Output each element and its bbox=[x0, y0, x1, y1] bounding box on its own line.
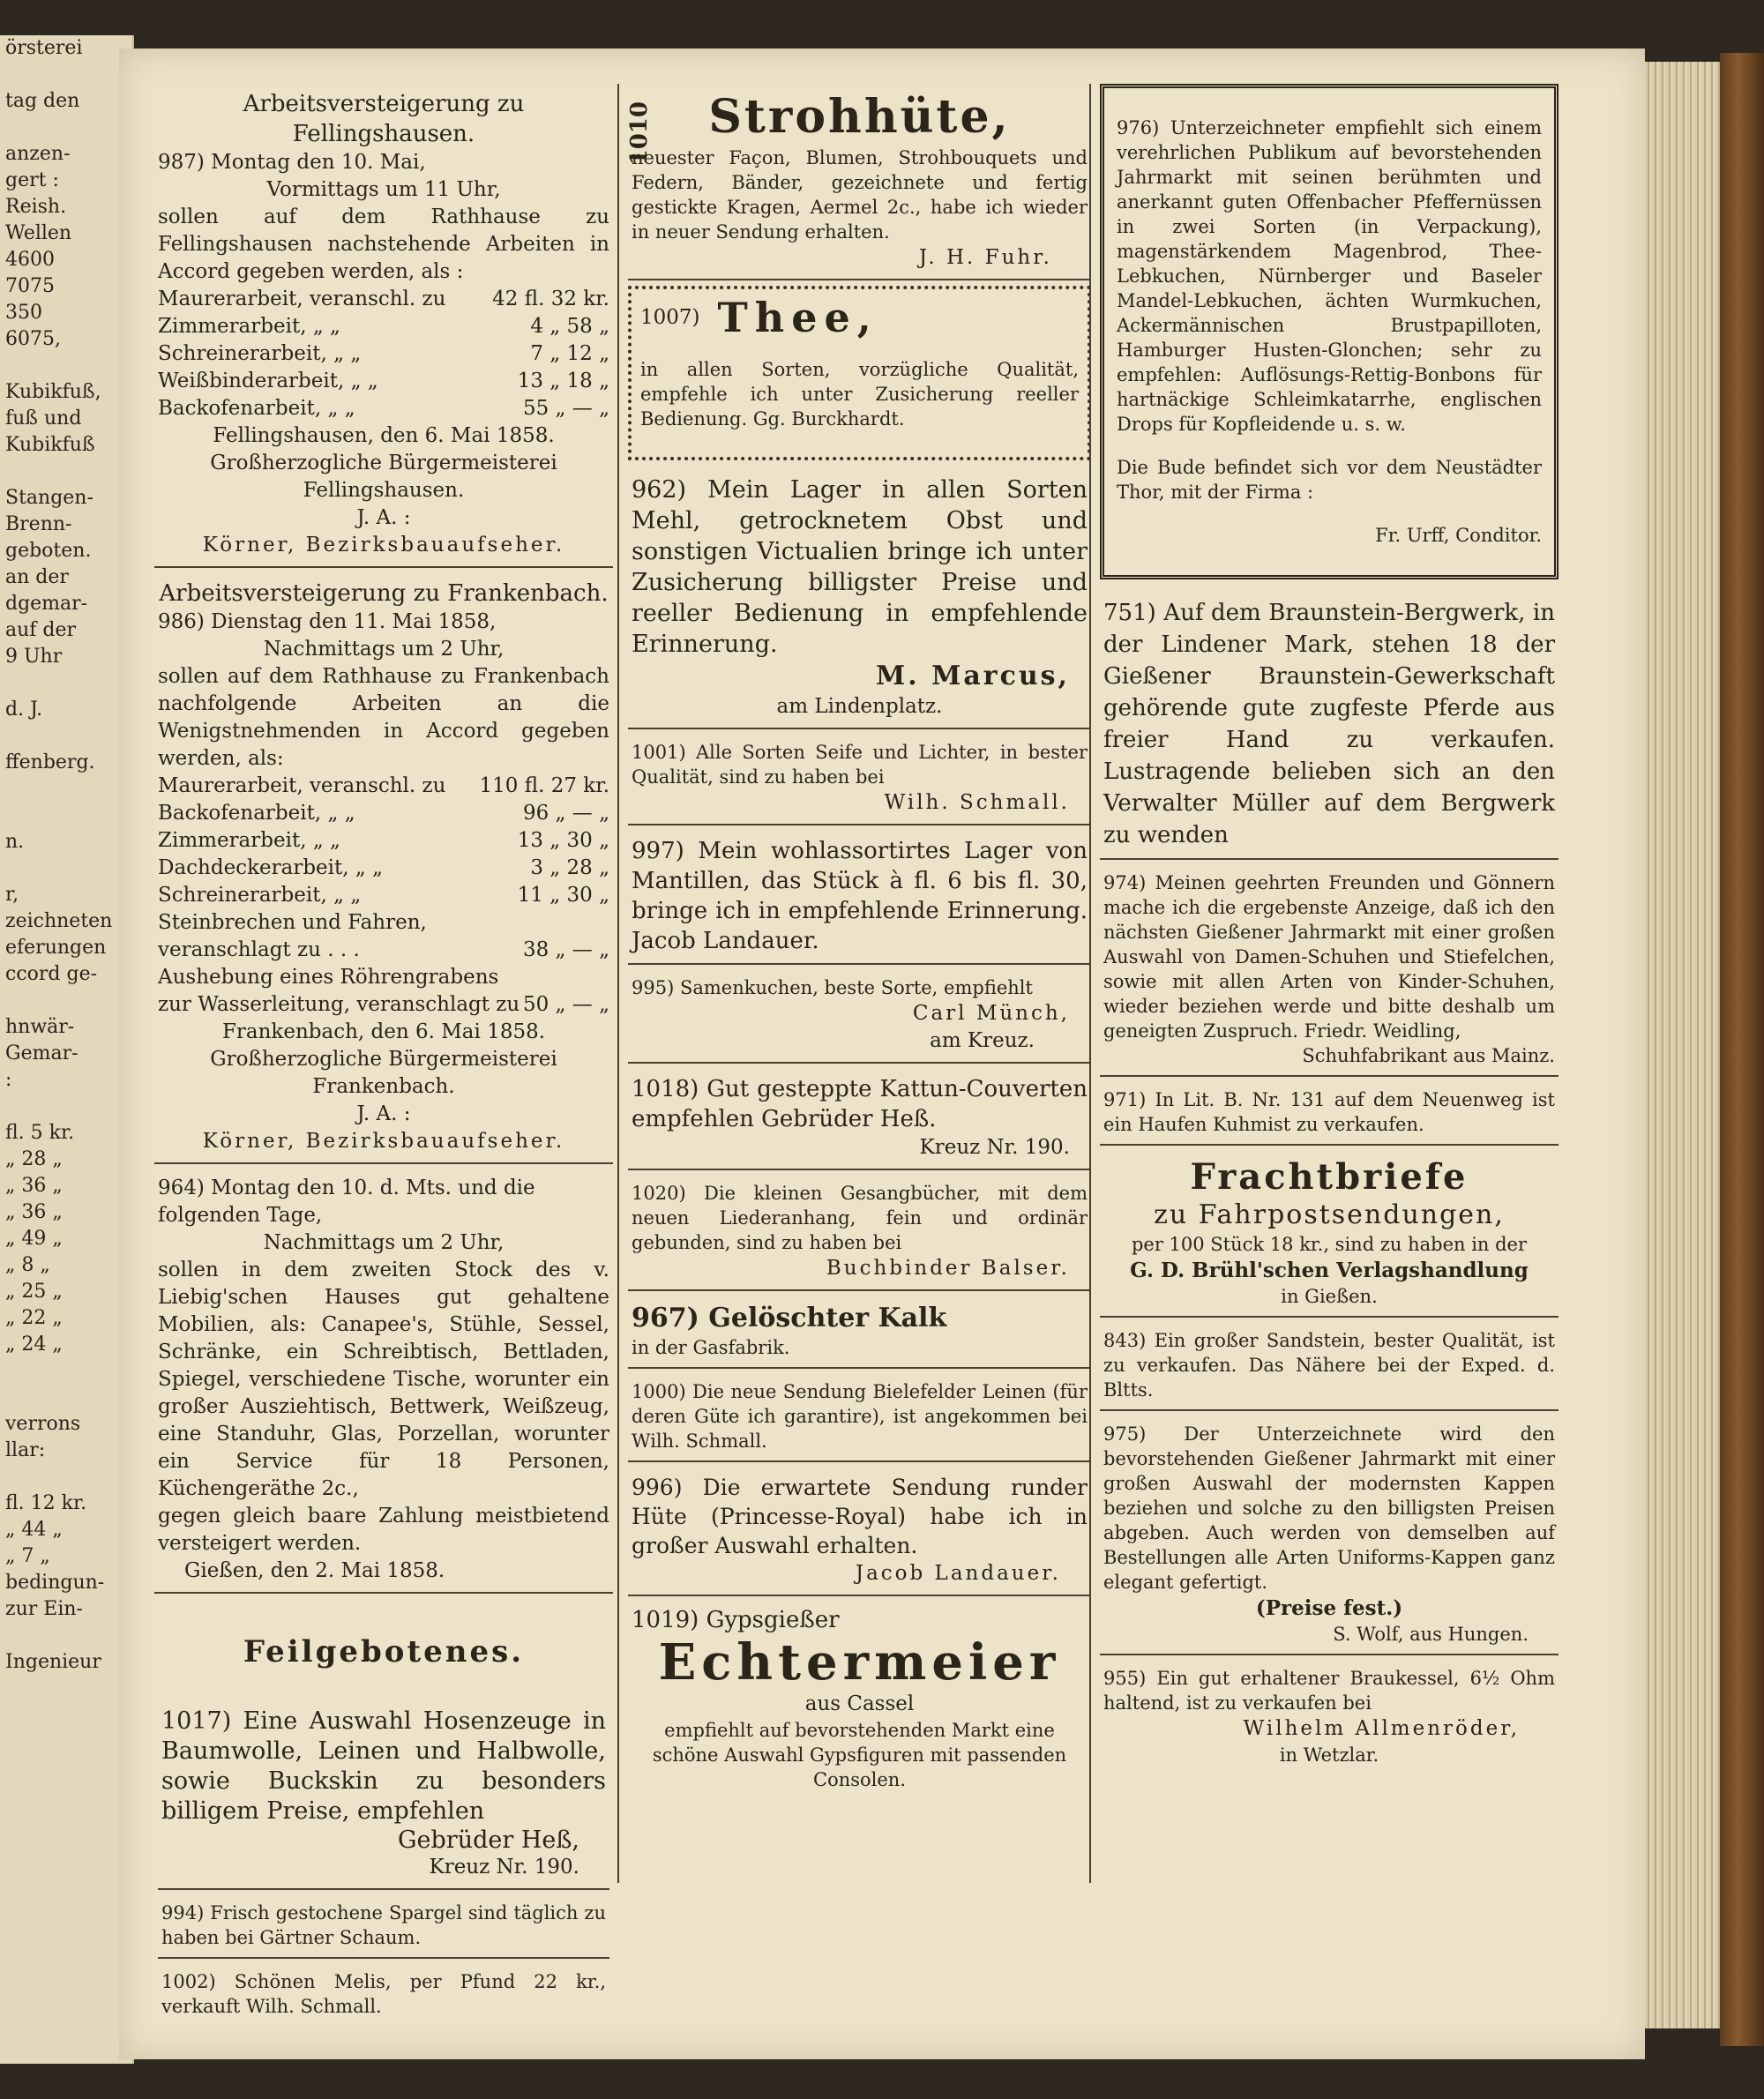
ad-body: gegen gleich baare Zahlung meistbietend versteigert werden. bbox=[158, 1505, 609, 1555]
price-row bbox=[158, 395, 609, 422]
ad-1020 bbox=[628, 1176, 1091, 1291]
price-row bbox=[158, 909, 609, 964]
price-item-value: 38 „ — „ bbox=[522, 938, 609, 961]
left-page-strip bbox=[0, 35, 134, 2064]
ad-976 bbox=[1100, 84, 1558, 579]
left-strip-line: n. bbox=[5, 831, 25, 853]
left-strip-line: 350 bbox=[5, 302, 42, 324]
price-row bbox=[158, 340, 609, 368]
price-row bbox=[158, 286, 609, 313]
ad-843 bbox=[1100, 1323, 1558, 1411]
ad-note: (Preise fest.) bbox=[1255, 1596, 1403, 1620]
ad-title: Echtermeier bbox=[658, 1633, 1061, 1692]
ad-997 bbox=[628, 831, 1091, 965]
price-item-name: Zimmerarbeit, „ „ bbox=[158, 315, 340, 338]
left-strip-line: Stangen- bbox=[5, 487, 93, 509]
left-strip-line bbox=[0, 776, 132, 803]
ad-body: 751) Auf dem Braunstein-Bergwerk, in der Lindener Mark, stehen 18 der Gießener Braunstein-Gewerkschaft gehörende gute zugfeste Pferde aus freier Hand zu verkaufen. Lustragende belieben sich an den Verwalter Müller auf dem Bergwerk zu wenden bbox=[1103, 600, 1555, 848]
left-strip-line bbox=[0, 459, 132, 485]
price-item-name: Weißbinderarbeit, „ „ bbox=[158, 370, 378, 392]
left-strip-line: bedingun- bbox=[5, 1572, 105, 1594]
price-item-name: Dachdeckerarbeit, „ „ bbox=[158, 856, 384, 879]
ad-title: Thee, bbox=[717, 294, 878, 341]
left-strip-line bbox=[0, 62, 132, 88]
page-stamp-number: 1010 bbox=[626, 101, 653, 166]
left-strip-line: fl. 12 kr. bbox=[5, 1492, 87, 1514]
ad-body: 975) Der Unterzeichnete wird den bevorstehenden Gießener Jahrmarkt mit einer großen Auswahl der modernsten Kappen beziehen und solche zu den billigsten Preisen abgeben. Auch werden von demselben auf Bestellungen alle Arten Uniforms-Kappen ganz elegant gefertigt. bbox=[1103, 1423, 1555, 1593]
price-item-value: 50 „ — „ bbox=[522, 993, 609, 1016]
ad-1018 bbox=[628, 1069, 1091, 1170]
ad-firm: G. D. Brühl'schen Verlagshandlung bbox=[1130, 1259, 1529, 1282]
ad-994 bbox=[158, 1895, 609, 1959]
price-row bbox=[158, 855, 609, 882]
ad-955 bbox=[1100, 1661, 1558, 1774]
ad-signer: Fr. Urff, Conditor. bbox=[1375, 525, 1542, 546]
left-strip-line bbox=[0, 1385, 132, 1411]
price-row bbox=[158, 773, 609, 800]
ad-signer: Körner, Bezirksbauaufseher. bbox=[202, 1130, 565, 1153]
column-2 bbox=[617, 84, 1091, 1883]
left-strip-line: 7075 bbox=[5, 275, 55, 297]
ad-authority: Großherzogliche Bürgermeisterei Fellingshausen. bbox=[210, 452, 557, 502]
ad-body: in der Gasfabrik. bbox=[632, 1337, 790, 1358]
ad-body: 995) Samenkuchen, beste Sorte, empfiehlt bbox=[632, 977, 1033, 998]
ad-body: 1017) Eine Auswahl Hosenzeuge in Baumwolle, Leinen und Halbwolle, sowie Buckskin zu besonders billigem Preise, empfehlen bbox=[161, 1707, 606, 1825]
ad-body: Die Bude befindet sich vor dem Neustädter Thor, mit der Firma : bbox=[1117, 457, 1542, 503]
left-strip-line: 9 Uhr bbox=[5, 646, 63, 668]
left-strip-line: fuß und bbox=[5, 407, 82, 430]
section-heading: Feilgebotenes. bbox=[243, 1634, 525, 1669]
ad-strohhuete bbox=[628, 84, 1091, 280]
ad-body: 1001) Alle Sorten Seife und Lichter, in bester Qualität, sind zu haben bei bbox=[632, 742, 1088, 788]
ad-964 bbox=[154, 1169, 613, 1594]
left-strip-line: zur Ein- bbox=[5, 1598, 83, 1620]
ad-body: 962) Mein Lager in allen Sorten Mehl, getrocknetem Obst und sonstigen Victualien bringe ich unter Zusicherung billigster Preise und reeller Bedienung in empfehlende Erinnerung. bbox=[632, 476, 1088, 658]
ad-number: 1007) bbox=[640, 305, 700, 329]
price-item-name: Zimmerarbeit, „ „ bbox=[158, 829, 340, 852]
left-strip-line: an der bbox=[5, 566, 69, 588]
ad-body: 994) Frisch gestochene Spargel sind täglich zu haben bei Gärtner Schaum. bbox=[161, 1902, 606, 1948]
ad-body: 974) Meinen geehrten Freunden und Gönnern mache ich die ergebenste Anzeige, daß ich den nächsten Gießener Jahrmarkt mit einer großen Auswahl von Damen-Schuhen und Stiefelchen, sowie mit allen Arten von Kinder-Schuhen, wieder beziehen werde und bitte deshalb um geneigten Zuspruch. Friedr. Weidling, bbox=[1103, 872, 1555, 1042]
newspaper-page bbox=[119, 49, 1645, 2059]
left-strip-line: „ 25 „ bbox=[5, 1281, 63, 1303]
ad-signer: S. Wolf, aus Hungen. bbox=[1333, 1624, 1529, 1645]
price-item-name: Steinbrechen und Fahren, veranschlagt zu . . . bbox=[158, 911, 427, 961]
ad-signer: Wilhelm Allmenröder, bbox=[1243, 1717, 1520, 1740]
left-strip-line: 6075, bbox=[5, 328, 61, 350]
left-strip-line: r, bbox=[5, 884, 19, 906]
ad-thee bbox=[628, 286, 1091, 460]
ad-signer: Schuhfabrikant aus Mainz. bbox=[1302, 1045, 1555, 1066]
ad-signer: Gebrüder Heß, bbox=[397, 1826, 579, 1854]
ad-ia: J. A. : bbox=[356, 1102, 411, 1125]
left-strip-line: „ 28 „ bbox=[5, 1148, 63, 1170]
column-3 bbox=[1089, 84, 1558, 1883]
price-row bbox=[158, 827, 609, 855]
ad-heading: Arbeitsversteigerung zu Fellingshausen. bbox=[243, 91, 525, 147]
ad-address: am Kreuz. bbox=[930, 1029, 1035, 1052]
ad-signer: Carl Münch, bbox=[912, 1002, 1070, 1025]
left-strip-line bbox=[0, 1094, 132, 1120]
ad-body: 976) Unterzeichneter empfiehlt sich einem verehrlichen Publikum auf bevorstehenden Jahrmarkt mit seinen berühmten und anerkannt guten Offenbacher Pfeffernüssen in zwei Sorten (in Verpackung), magenstärkendem Magenbrod, Thee-Lebkuchen, Nürnberger und Baseler Mandel-Lebkuchen, ächten Wurmkuchen, Ackermännischen Brustpapilloten, Hamburger Husten-Glonchen; sehr zu empfehlen: Auflösungs-Rettig-Bonbons für hartnäckige Schleimkatarrhe, englischen Drops für Kopfleidende u. s. w. bbox=[1117, 117, 1542, 435]
ad-signer: Körner, Bezirksbauaufseher. bbox=[202, 534, 565, 556]
left-strip-line: örsterei bbox=[5, 37, 83, 59]
ad-line: Nachmittags um 2 Uhr, bbox=[263, 638, 505, 661]
ad-title: 967) Gelöschter Kalk bbox=[632, 1303, 947, 1333]
left-strip-line bbox=[0, 115, 132, 141]
ad-line: 986) Dienstag den 11. Mai 1858, bbox=[158, 610, 497, 633]
ad-address: Kreuz Nr. 190. bbox=[429, 1856, 579, 1879]
left-strip-line: gert : bbox=[5, 169, 59, 191]
ad-subtitle: zu Fahrpostsendungen, bbox=[1154, 1199, 1505, 1230]
ad-line: aus Cassel bbox=[804, 1692, 915, 1715]
ad-heading: Arbeitsversteigerung zu Frankenbach. bbox=[159, 580, 609, 607]
left-strip-line: dgemar- bbox=[5, 593, 88, 615]
price-list bbox=[158, 286, 609, 422]
ad-title: Strohhüte, bbox=[708, 90, 1011, 144]
left-strip-line: Brenn- bbox=[5, 513, 72, 535]
price-item-name: Backofenarbeit, „ „ bbox=[158, 397, 355, 420]
ad-996 bbox=[628, 1468, 1091, 1596]
ad-signer: Wilh. Schmall. bbox=[884, 791, 1070, 814]
left-strip-line bbox=[0, 353, 132, 379]
ad-line: Nachmittags um 2 Uhr, bbox=[263, 1231, 505, 1254]
ad-body: 996) Die erwartete Sendung runder Hüte (Princesse-Royal) habe ich in großer Auswahl erhalten. bbox=[632, 1475, 1088, 1558]
ad-place: in Wetzlar. bbox=[1279, 1744, 1379, 1766]
ad-date: Frankenbach, den 6. Mai 1858. bbox=[221, 1020, 546, 1043]
ad-date: Fellingshausen, den 6. Mai 1858. bbox=[213, 424, 555, 447]
price-row bbox=[158, 368, 609, 395]
price-row bbox=[158, 964, 609, 1019]
left-strip-line bbox=[0, 1464, 132, 1490]
ad-title: Frachtbriefe bbox=[1190, 1156, 1469, 1198]
ad-body: per 100 Stück 18 kr., sind zu haben in der bbox=[1131, 1234, 1528, 1255]
left-strip-line: „ 36 „ bbox=[5, 1201, 63, 1223]
left-strip-line: „ 44 „ bbox=[5, 1519, 63, 1541]
price-item-name: Schreinerarbeit, „ „ bbox=[158, 342, 362, 365]
price-item-value: 7 „ 12 „ bbox=[530, 342, 609, 365]
price-item-name: Aushebung eines Röhrengrabens zur Wasserleitung, veranschlagt zu bbox=[158, 966, 520, 1016]
ad-body: sollen in dem zweiten Stock des v. Liebig'schen Hauses gut gehaltene Mobilien, als: Canapee's, Stühle, Sessel, Schränke, ein Schreibtisch, Bettladen, Spiegel, verschiedene Tische, worunter ein großer Ausziehtisch, Bettwerk, Weißzeug, eine Standuhr, Glas, Porzellan, worunter ein Service für 18 Personen, Küchengeräthe 2c., bbox=[158, 1259, 609, 1500]
left-strip-line: fl. 5 kr. bbox=[5, 1122, 75, 1144]
left-strip-line: Kubikfuß bbox=[5, 434, 95, 456]
left-strip-line: Reish. bbox=[5, 196, 67, 218]
left-strip-line bbox=[0, 1358, 132, 1385]
left-strip-line: „ 24 „ bbox=[5, 1333, 63, 1356]
price-item-value: 13 „ 18 „ bbox=[517, 370, 609, 392]
ad-signer: J. H. Fuhr. bbox=[918, 246, 1052, 269]
book-cover bbox=[1720, 53, 1764, 2046]
left-strip-line: ffenberg. bbox=[5, 751, 95, 773]
ad-address: Kreuz Nr. 190. bbox=[919, 1136, 1070, 1159]
ad-body: 1000) Die neue Sendung Bielefelder Leinen (für deren Güte ich garantire), ist angekommen bei Wilh. Schmall. bbox=[632, 1381, 1088, 1452]
price-item-value: 55 „ — „ bbox=[522, 397, 609, 420]
ad-971 bbox=[1100, 1082, 1558, 1146]
ad-967 bbox=[628, 1296, 1091, 1369]
left-strip-line bbox=[0, 988, 132, 1014]
ad-1017 bbox=[158, 1701, 609, 1890]
ad-line: 964) Montag den 10. d. Mts. und die folgenden Tage, bbox=[158, 1176, 535, 1227]
ad-1000 bbox=[628, 1374, 1091, 1462]
left-strip-line: „ 7 „ bbox=[5, 1545, 50, 1567]
price-item-value: 4 „ 58 „ bbox=[530, 315, 609, 338]
left-strip-line: „ 22 „ bbox=[5, 1307, 63, 1329]
left-strip-line: geboten. bbox=[5, 540, 92, 562]
price-row bbox=[158, 800, 609, 827]
left-strip-line: auf der bbox=[5, 619, 77, 641]
ad-987 bbox=[154, 84, 613, 568]
ad-body: empfiehlt auf bevorstehenden Markt eine schöne Auswahl Gypsfiguren mit passenden Consolen. bbox=[652, 1720, 1067, 1790]
ad-ia: J. A. : bbox=[356, 506, 411, 529]
ad-signer: M. Marcus, bbox=[876, 661, 1070, 691]
ad-body: 997) Mein wohlassortirtes Lager von Mantillen, das Stück à fl. 6 bis fl. 30, bringe ich in empfehlende Erinnerung. Jacob Landauer. bbox=[632, 838, 1088, 954]
ad-body: 1002) Schönen Melis, per Pfund 22 kr., verkauft Wilh. Schmall. bbox=[161, 1971, 606, 2017]
price-item-value: 3 „ 28 „ bbox=[530, 856, 609, 879]
column-1 bbox=[154, 84, 613, 2035]
left-strip-line: llar: bbox=[5, 1439, 46, 1461]
price-item-name: Backofenarbeit, „ „ bbox=[158, 802, 355, 825]
ad-body: 955) Ein gut erhaltener Braukessel, 6½ Ohm haltend, ist zu verkaufen bei bbox=[1103, 1668, 1555, 1714]
ad-body: 971) In Lit. B. Nr. 131 auf dem Neuenweg ist ein Haufen Kuhmist zu verkaufen. bbox=[1103, 1089, 1555, 1135]
ad-body: neuester Façon, Blumen, Strohbouquets und Federn, Bänder, gezeichnete und fertig gestickte Kragen, Aermel 2c., habe ich wieder in neuer Sendung erhalten. bbox=[632, 147, 1088, 243]
price-item-name: Schreinerarbeit, „ „ bbox=[158, 884, 362, 907]
ad-signer: Buchbinder Balser. bbox=[826, 1257, 1070, 1280]
left-strip-line: Kubikfuß, bbox=[5, 381, 101, 403]
ad-body: sollen auf dem Rathhause zu Frankenbach nachfolgende Arbeiten an die Wenigstnehmenden in Accord gegeben werden, als: bbox=[158, 665, 609, 770]
price-row bbox=[158, 882, 609, 909]
left-strip-line: verrons bbox=[5, 1413, 81, 1435]
ad-frachtbriefe bbox=[1100, 1151, 1558, 1318]
ad-signer: Jacob Landauer. bbox=[855, 1562, 1061, 1585]
left-strip-line bbox=[0, 803, 132, 829]
left-strip-line: Gemar- bbox=[5, 1042, 78, 1064]
left-strip-line: Ingenieur bbox=[5, 1651, 101, 1673]
ad-751 bbox=[1100, 592, 1558, 860]
ad-line: 987) Montag den 10. Mai, bbox=[158, 151, 426, 174]
left-strip-line bbox=[0, 1623, 132, 1649]
price-item-value: 11 „ 30 „ bbox=[517, 884, 609, 907]
left-strip-line: eferungen bbox=[5, 937, 107, 959]
ad-986 bbox=[154, 573, 613, 1164]
ad-body: in allen Sorten, vorzügliche Qualität, empfehle ich unter Zusicherung reeller Bedienung. Gg. Burckhardt. bbox=[640, 359, 1079, 430]
ad-date: Gießen, den 2. Mai 1858. bbox=[184, 1559, 445, 1582]
left-strip-line bbox=[0, 670, 132, 697]
left-strip-line: d. J. bbox=[5, 698, 43, 721]
ad-address: am Lindenplatz. bbox=[776, 695, 943, 718]
ad-995 bbox=[628, 970, 1091, 1064]
ad-body: 1020) Die kleinen Gesangbücher, mit dem neuen Liederanhang, fein und ordinär gebunden, sind zu haben bei bbox=[632, 1183, 1088, 1253]
ad-body: 843) Ein großer Sandstein, bester Qualität, ist zu verkaufen. Das Nähere bei der Exped. d. Bltts. bbox=[1103, 1330, 1555, 1401]
left-strip-line: „ 36 „ bbox=[5, 1175, 63, 1197]
ad-1001 bbox=[628, 735, 1091, 825]
left-strip-line: ccord ge- bbox=[5, 963, 98, 985]
ad-974 bbox=[1100, 865, 1558, 1077]
price-item-value: 96 „ — „ bbox=[522, 802, 609, 825]
ad-body: sollen auf dem Rathhause zu Fellingshausen nachstehende Arbeiten in Accord gegeben werden, als : bbox=[158, 205, 609, 283]
ad-line: Vormittags um 11 Uhr, bbox=[266, 178, 501, 201]
left-strip-line: zeichneten bbox=[5, 910, 113, 932]
ad-975 bbox=[1100, 1416, 1558, 1655]
left-strip-line: : bbox=[5, 1069, 12, 1091]
feilgebotenes-section bbox=[154, 1599, 613, 2035]
price-list bbox=[158, 773, 609, 1019]
left-strip-line: Wellen bbox=[5, 222, 72, 244]
price-item-name: Maurerarbeit, veranschl. zu bbox=[158, 774, 446, 797]
ad-1019 bbox=[628, 1602, 1091, 1799]
left-strip-line: tag den bbox=[5, 90, 80, 112]
price-item-value: 13 „ 30 „ bbox=[517, 829, 609, 852]
left-strip-line: „ 49 „ bbox=[5, 1228, 63, 1250]
left-strip-line: anzen- bbox=[5, 143, 71, 165]
left-strip-line bbox=[0, 723, 132, 750]
price-item-value: 42 fl. 32 kr. bbox=[492, 288, 609, 310]
left-strip-line: hnwär- bbox=[5, 1016, 75, 1038]
ad-place: in Gießen. bbox=[1281, 1286, 1378, 1307]
price-item-value: 110 fl. 27 kr. bbox=[479, 774, 609, 797]
ad-1002 bbox=[158, 1964, 609, 2026]
ad-962 bbox=[628, 469, 1091, 729]
ad-line: 1019) Gypsgießer bbox=[632, 1607, 840, 1633]
left-strip-line: „ 8 „ bbox=[5, 1254, 50, 1276]
ad-authority: Großherzogliche Bürgermeisterei Frankenbach. bbox=[210, 1048, 557, 1098]
left-strip-line: 4600 bbox=[5, 249, 55, 271]
price-row bbox=[158, 313, 609, 340]
left-strip-line bbox=[0, 855, 132, 882]
price-item-name: Maurerarbeit, veranschl. zu bbox=[158, 288, 446, 310]
ad-body: 1018) Gut gesteppte Kattun-Couverten empfehlen Gebrüder Heß. bbox=[632, 1076, 1088, 1132]
